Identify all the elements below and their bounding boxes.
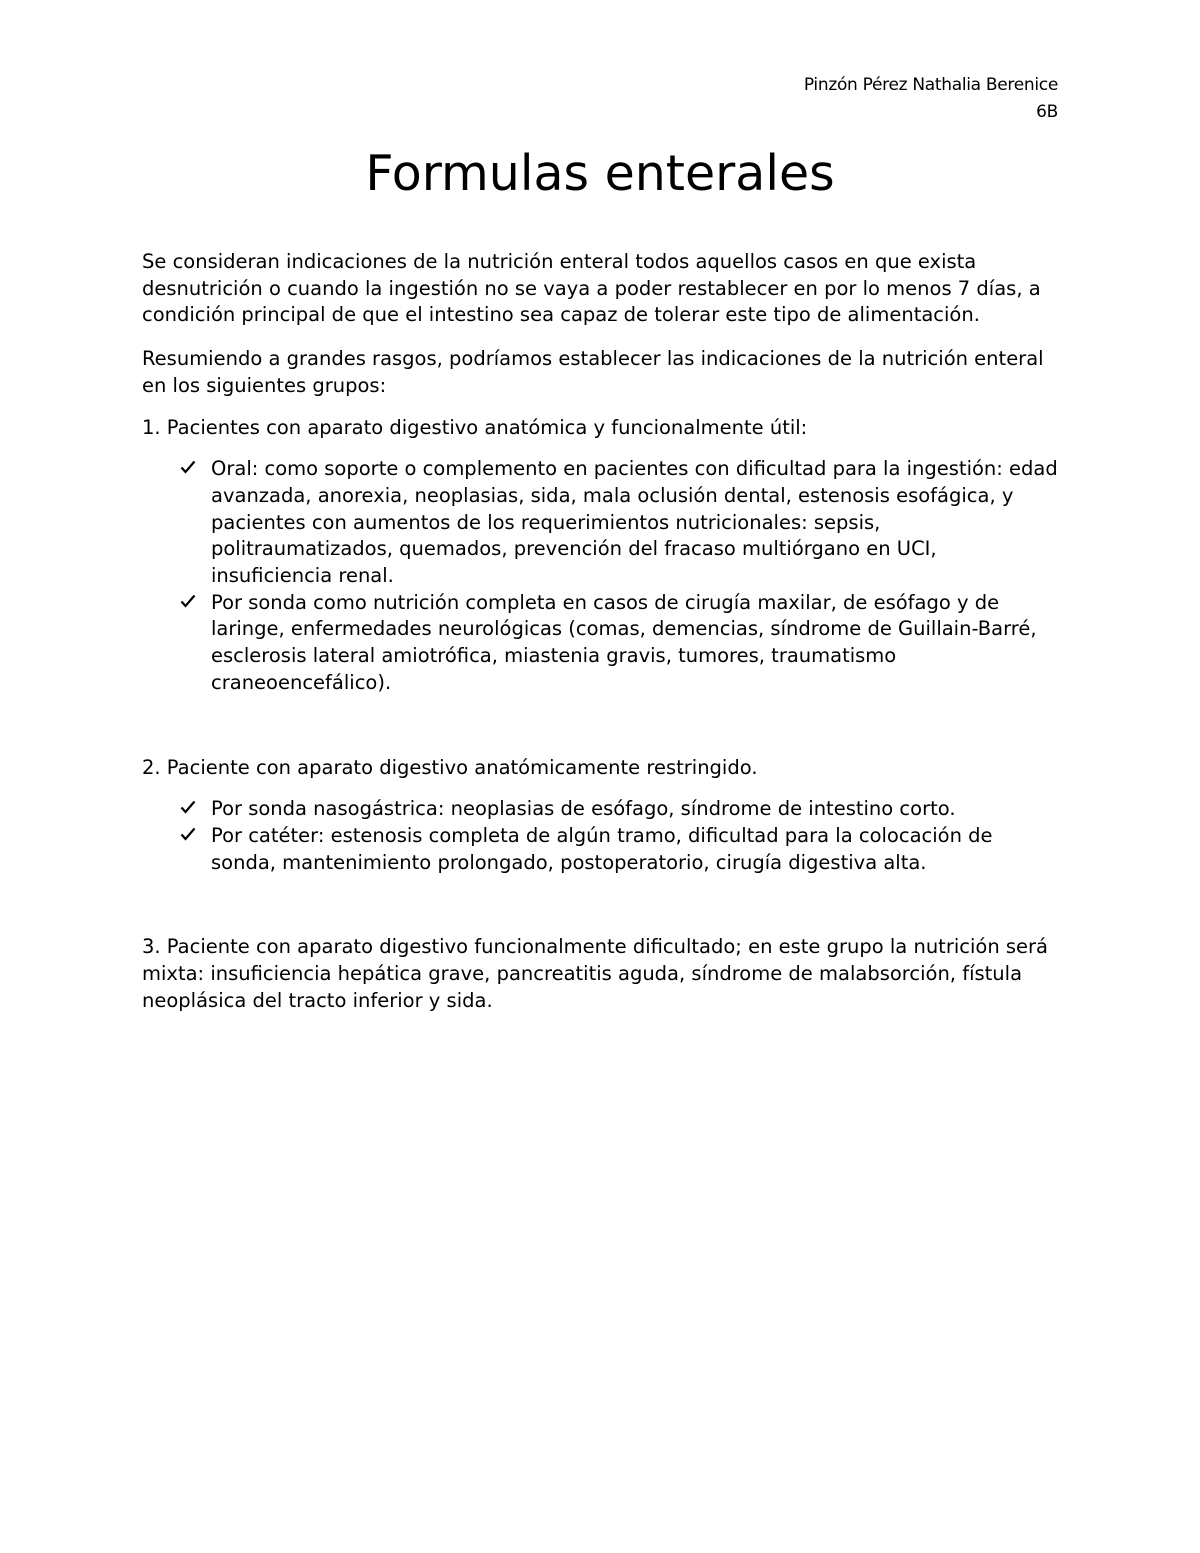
list-item [142, 590, 1062, 697]
check-icon [180, 823, 200, 849]
author-name: Pinzón Pérez Nathalia Berenice [803, 75, 1058, 95]
list-item-text: Por sonda como nutrición completa en casos de cirugía maxilar, de esófago y de laringe, enfermedades neurológicas (comas, demencias, síndrome de Guillain-Barré, esclerosis lateral amiotrófica, miastenia gravis, tumores, traumatismo craneoencefálico). [211, 590, 1037, 694]
check-icon [180, 456, 200, 482]
list-item [142, 796, 1062, 823]
check-icon [180, 590, 200, 616]
group-1-heading: 1. Pacientes con aparato digestivo anatómica y funcionalmente útil: [142, 415, 808, 439]
list-item-text: Oral: como soporte o complemento en pacientes con dificultad para la ingestión: edad avanzada, anorexia, neoplasias, sida, mala oclusión dental, estenosis esofágica, y pacientes con aumentos de los requerimientos nutricionales: sepsis, politraumatizados, quemados, prevención del fracaso multiórgano en UCI, insuficiencia renal. [211, 457, 1058, 588]
section-spacer [142, 876, 1062, 934]
group-label: 6B [1036, 102, 1058, 122]
group-1-list [142, 456, 1062, 696]
section-spacer [142, 697, 1062, 755]
page-header [804, 72, 1058, 126]
intro-paragraph: Se consideran indicaciones de la nutrición enteral todos aquellos casos en que exista desnutrición o cuando la ingestión no se vaya a poder restablecer en por lo menos 7 días, a condición principal de que el intestino sea capaz de tolerar este tipo de alimentación. [142, 250, 1041, 327]
list-item-text: Por sonda nasogástrica: neoplasias de esófago, síndrome de intestino corto. [211, 797, 956, 821]
group-2-list [142, 796, 1062, 876]
check-icon [180, 796, 200, 822]
group-3-paragraph: 3. Paciente con aparato digestivo funcionalmente dificultado; en este grupo la nutrición será mixta: insuficiencia hepática grave, pancreatitis aguda, síndrome de malabsorción, fístula neoplásica del tracto inferior y sida. [142, 935, 1049, 1012]
list-item [142, 823, 1062, 876]
list-item [142, 456, 1062, 590]
document-title: Formulas enterales [365, 145, 835, 202]
list-item-text: Por catéter: estenosis completa de algún tramo, dificultad para la colocación de sonda, mantenimiento prolongado, postoperatorio, cirugía digestiva alta. [211, 823, 993, 874]
group-2-heading: 2. Paciente con aparato digestivo anatómicamente restringido. [142, 755, 758, 779]
summary-paragraph: Resumiendo a grandes rasgos, podríamos establecer las indicaciones de la nutrición enteral en los siguientes grupos: [142, 347, 1044, 397]
document-body [142, 249, 1062, 1014]
